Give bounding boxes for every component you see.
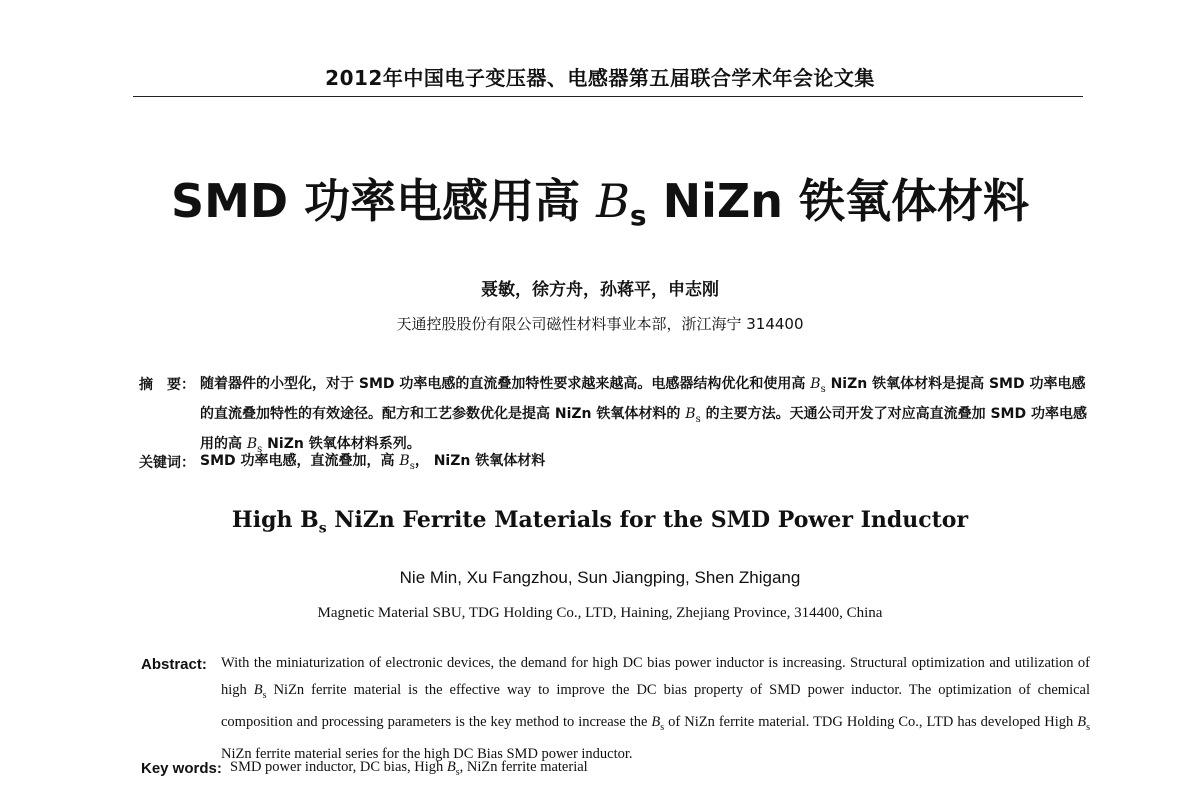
title-cn bbox=[0, 165, 1200, 232]
bs-symbol: $B_s$ bbox=[399, 453, 415, 472]
keywords-cn-label: 关键词： bbox=[139, 455, 195, 471]
abstract-cn-label: 摘 要： bbox=[139, 377, 195, 393]
keywords-en-label: Key words: bbox=[141, 760, 222, 777]
bs-symbol: $B_s$ bbox=[446, 759, 460, 778]
title-cn-symbol: $B_s$ bbox=[596, 174, 647, 232]
bs-symbol: $B_s$ bbox=[253, 682, 267, 701]
affiliation-cn: 天通控股股份有限公司磁性材料事业本部，浙江海宁 314400 bbox=[396, 315, 804, 333]
bs-symbol: $B_s$ bbox=[246, 435, 263, 455]
bs-symbol: $B_s$ bbox=[651, 713, 665, 733]
abstract-cn-body: 随着器件的小型化，对于 SMD 功率电感的直流叠加特性要求越来越高。电感器结构优化和使用高 $B_s$ NiZn 铁氧体材料是提高 SMD 功率电感的直流叠加特性的有效途径。配方和工艺参数优化是提高 NiZn 铁氧体材料的 $B_s$ 的主要方法。天通公司开发了对应高直流叠加 SMD 功率电感用的高 $B_s$ NiZn 铁氧体材料系列。 bbox=[200, 376, 1087, 455]
keywords-cn-body: SMD 功率电感，直流叠加，高 $B_s$， NiZn 铁氧体材料 bbox=[200, 453, 546, 472]
authors-cn: 聂敏，徐方舟，孙蒋平，申志刚 bbox=[481, 280, 719, 300]
abstract-en-label: Abstract: bbox=[141, 656, 207, 673]
title-cn-prefix: SMD 功率电感用高 bbox=[170, 174, 597, 228]
affiliation-en: Magnetic Material SBU, TDG Holding Co., LTD, Haining, Zhejiang Province, 314400, China bbox=[317, 605, 883, 621]
title-cn-suffix: NiZn 铁氧体材料 bbox=[646, 174, 1029, 228]
header-rule bbox=[133, 96, 1083, 97]
authors-en: Nie Min, Xu Fangzhou, Sun Jiangping, Shen Zhigang bbox=[399, 568, 801, 587]
journal-header: 2012年中国电子变压器、电感器第五届联合学术年会论文集 bbox=[325, 66, 875, 90]
abstract-en-body: With the miniaturization of electronic devices, the demand for high DC bias power inductor is increasing. Structural optimization and utilization of high $B_s$ NiZn ferrite material is the effective way to improve the DC bias property of SMD power inductor. The optimization of chemical composition and processing parameters is the key method to increase the $B_s$ of NiZn ferrite material. TDG Holding Co., LTD has developed High $B_s$ NiZn ferrite material series for the high DC Bias SMD power inductor. bbox=[221, 655, 1091, 762]
keywords-en-body: SMD power inductor, DC bias, High $B_s$, NiZn ferrite material bbox=[230, 759, 588, 778]
bs-symbol: $B_s$ bbox=[685, 405, 701, 425]
bs-symbol: $B_s$ bbox=[810, 376, 826, 395]
bs-symbol: $B_s$ bbox=[1077, 713, 1091, 733]
title-en: High $B_s$ NiZn Ferrite Materials for the SMD Power Inductor bbox=[231, 507, 969, 537]
